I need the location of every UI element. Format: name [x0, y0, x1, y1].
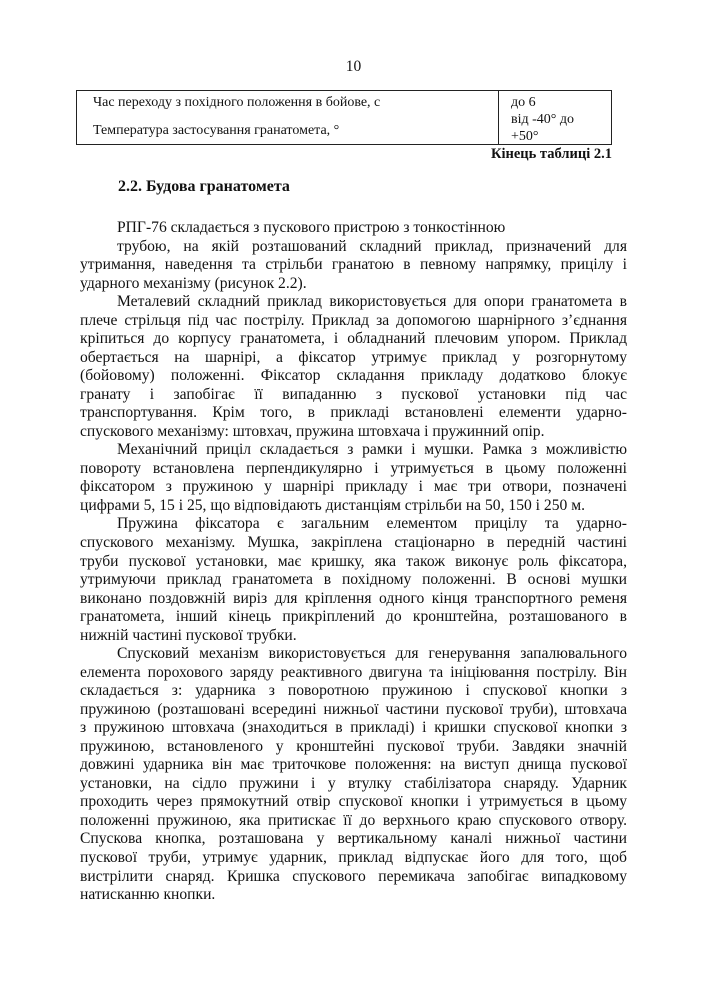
- table-caption: Кінець таблиці 2.1: [490, 146, 612, 162]
- paragraph-line: плече стрільця під час пострілу. Приклад за допомогою шарнірного з’єднання: [80, 311, 627, 329]
- column-divider: [498, 91, 499, 144]
- paragraph-line: трубою, на якій розташований складний приклад, призначений для: [117, 237, 627, 255]
- paragraph-line: пружиною, встановленого у кронштейні пускової труби. Завдяки значній: [80, 737, 627, 755]
- paragraph-line: Механічний приціл складається з рамки і мушки. Рамка з можливістю: [117, 441, 627, 459]
- paragraph-line: елемента порохового заряду реактивного двигуна та ініціювання пострілу. Він: [80, 663, 627, 681]
- paragraph-line: спускового механізму. Мушка, закріплена стаціонарно в передній частині: [80, 534, 627, 551]
- paragraph-line: Металевий складний приклад використовується для опори гранатомета в: [117, 293, 627, 311]
- paragraph-line: вистрілити снаряд. Кришка спускового перемикача запобігає випадковому: [80, 867, 627, 885]
- paragraph-line: пружиною (розташовані всередині нижньої частини пускової труби), штовхача: [80, 700, 627, 718]
- paragraph-line: Спусковий механізм використовується для генерування запалювального: [117, 645, 627, 663]
- paragraph-line: проходить через прямокутний отвір спускової кнопки і утримується в цьому: [80, 793, 627, 811]
- table-row-label: Час переходу з похідного положення в бойове, с: [93, 95, 381, 110]
- paragraph-line: гранату і запобігає її випаданню з пускової установки під час: [80, 385, 627, 403]
- paragraph-line: положенні пружиною, яка притискає її до верхнього краю спускового отвору.: [80, 811, 627, 829]
- paragraph-line: (бойовому) положенні. Фіксатор складання прикладу додатково блокує: [80, 367, 627, 385]
- paragraph-line: обертається на шарнірі, а фіксатор утримує приклад у розгорнутому: [80, 348, 627, 366]
- paragraph-line: утримання, наведення та стрільби гранатою в певному напрямку, прицілу і: [80, 256, 627, 274]
- spec-table: [76, 90, 612, 145]
- paragraph-line: Спускова кнопка, розташована у вертикальному каналі нижньої частини: [80, 830, 627, 848]
- paragraph-line: довжині ударника він має триточкове положення: на виступ днища пускової: [80, 756, 627, 774]
- table-row-value: +50°: [511, 129, 539, 144]
- paragraph-line: складається з: ударника з поворотною пружиною і спускової кнопки з: [80, 682, 627, 700]
- section-heading: 2.2. Будова гранатомета: [118, 178, 290, 195]
- paragraph-line: пускової труби, утримує ударник, приклад відпускає його для того, щоб: [80, 849, 627, 867]
- paragraph-line: ударного механізму (рисунок 2.2).: [80, 274, 307, 292]
- paragraph-line: РПГ-76 складається з пускового пристрою з тонкостінною: [117, 219, 506, 236]
- paragraph-line: з пружиною штовхача (знаходиться в прикладі) і кришки спускової кнопки з: [80, 719, 627, 737]
- paragraph-line: труби пускової установки, має кришку, яка також виконує роль фіксатора,: [80, 552, 627, 570]
- table-row-label: Температура застосування гранатомета, °: [93, 123, 340, 138]
- paragraph-line: натисканню кнопки.: [80, 886, 216, 904]
- table-row-value: до 6: [511, 95, 536, 110]
- paragraph-line: кріпиться до корпусу гранатомета, і обладнаний плечовим упором. Приклад: [80, 330, 627, 348]
- paragraph-line: повороту встановлена перпендикулярно і утримується в цьому положенні: [80, 459, 627, 477]
- paragraph-line: установки, на сідло пружини і у втулку стабілізатора снаряду. Ударник: [80, 774, 627, 792]
- paragraph-line: Пружина фіксатора є загальним елементом прицілу та ударно-: [117, 515, 627, 533]
- paragraph-line: транспортування. Крім того, в прикладі встановлені елементи ударно-: [80, 404, 627, 422]
- paragraph-line: виконано поздовжній виріз для кріплення одного кінця транспортного ременя: [80, 589, 627, 607]
- paragraph-line: спускового механізму: штовхач, пружина штовхача і пружинний опір.: [80, 422, 545, 440]
- paragraph-line: фіксатором з пружиною у шарнірі прикладу і має три отвори, позначені: [80, 478, 627, 496]
- paragraph-line: цифрами 5, 15 і 25, що відповідають дистанціям стрільби на 50, 150 і 250 м.: [80, 496, 585, 514]
- paragraph-line: утримуючи приклад гранатомета в похідному положенні. В основі мушки: [80, 571, 627, 589]
- paragraph-line: гранатомета, інший кінець прикріплений до кронштейна, розташованого в: [80, 608, 627, 626]
- page-number: 10: [345, 58, 362, 75]
- paragraph-line: нижній частині пускової трубки.: [80, 626, 297, 644]
- table-row-value: від -40° до: [511, 112, 575, 127]
